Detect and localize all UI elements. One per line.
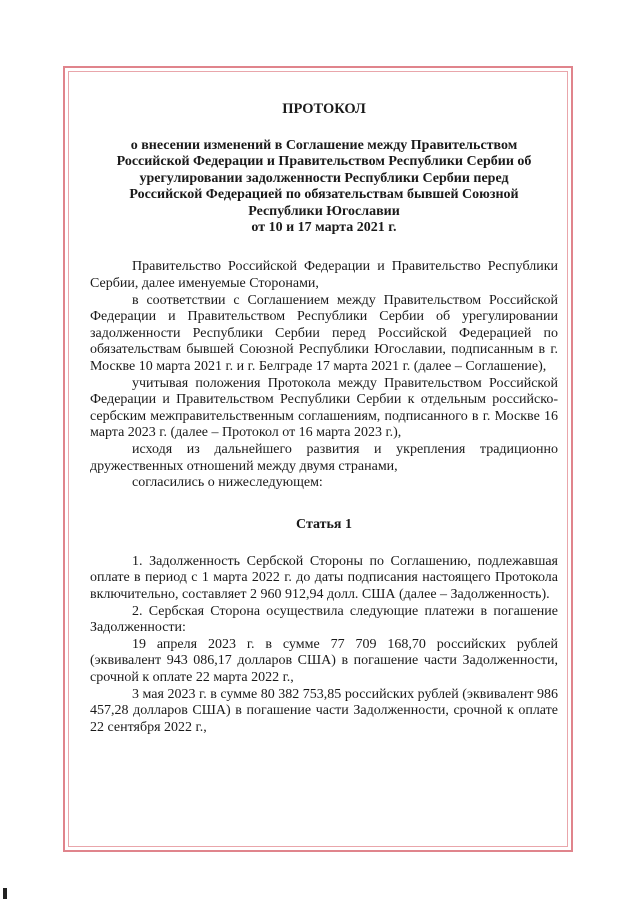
preamble-paragraph: в соответствии с Соглашением между Правительством Российской Федерации и Правительством Республики Сербии об урегулировании задолженности Республики Сербии перед Российской Федерацией по обязательствам бывшей Союзной Республики Югославии, подписанным в г. Москве 10 марта 2021 г. и г. Белграде 17 марта 2021 г. (далее – Соглашение), [90, 292, 558, 374]
preamble-paragraph: учитывая положения Протокола между Правительством Российской Федерации и Правительством Республики Сербии к отдельным российско-сербским межправительственным соглашениям, подписанного в г. Москве 16 марта 2023 г. (далее – Протокол от 16 марта 2023 г.), [90, 375, 558, 441]
document-subtitle [90, 138, 558, 236]
preamble-paragraph: Правительство Российской Федерации и Правительство Республики Сербии, далее именуемые Сторонами, [90, 259, 558, 292]
article-paragraph: 19 апреля 2023 г. в сумме 77 709 168,70 российских рублей (эквивалент 943 086,17 долларов США) в погашение части Задолженности, срочной к оплате 22 марта 2022 г., [90, 636, 558, 685]
subtitle-line: от 10 и 17 марта 2021 г. [251, 220, 397, 236]
preamble-paragraph: согласились о нижеследующем: [132, 475, 323, 491]
document-body [90, 98, 558, 736]
subtitle-line: урегулировании задолженности Республики Сербии перед [139, 170, 509, 186]
subtitle-line: Российской Федерацией по обязательствам бывшей Союзной [129, 187, 519, 203]
subtitle-line: о внесении изменений в Соглашение между Правительством [130, 138, 518, 153]
subtitle-line: Республики Югославии [248, 203, 400, 219]
document-title: ПРОТОКОЛ [282, 101, 366, 117]
article-paragraph: 3 мая 2023 г. в сумме 80 382 753,85 российских рублей (эквивалент 986 457,28 долларов США) в погашение части Задолженности, срочной к оплате 22 сентября 2022 г., [90, 686, 558, 735]
article-paragraph: 1. Задолженность Сербской Стороны по Соглашению, подлежавшая оплате в период с 1 марта 2022 г. до даты подписания настоящего Протокола включительно, составляет 2 960 912,94 долл. США (далее – Задолженность). [90, 553, 558, 602]
preamble-paragraph: исходя из дальнейшего развития и укрепления традиционно дружественных отношений между двумя странами, [90, 441, 558, 474]
subtitle-line: Российской Федерации и Правительством Республики Сербии об [116, 154, 532, 170]
scan-edge-mark [3, 888, 7, 899]
article-paragraph: 2. Сербская Сторона осуществила следующие платежи в погашение Задолженности: [90, 603, 558, 636]
article-title: Статья 1 [296, 516, 352, 532]
